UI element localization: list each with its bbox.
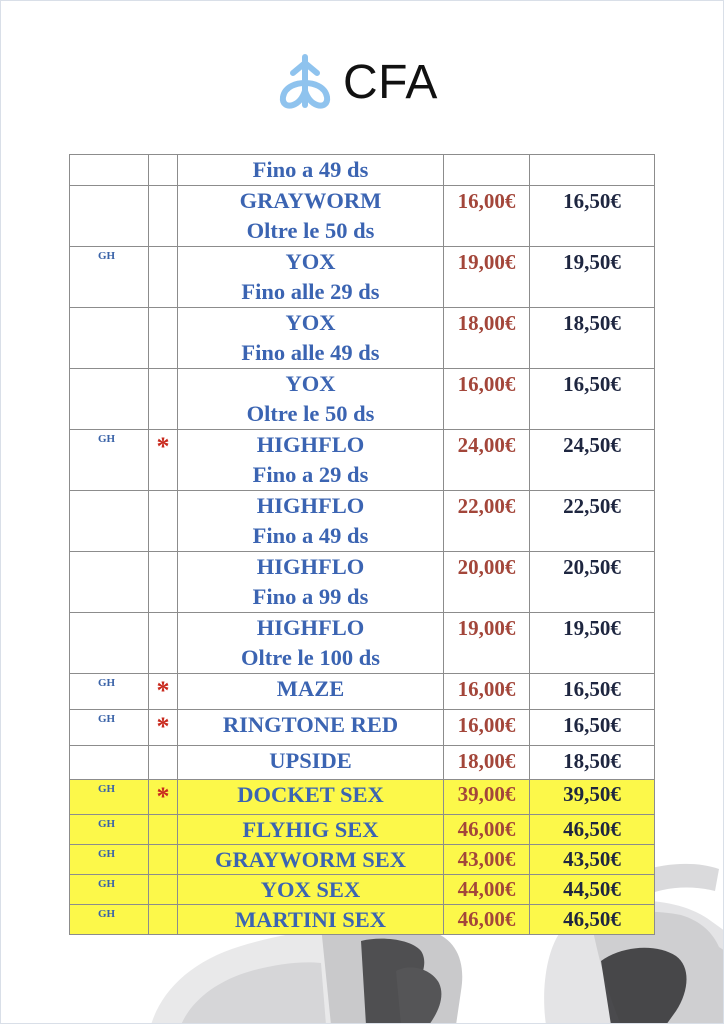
product-detail: Fino a 99 ds bbox=[252, 584, 369, 609]
gh-marker bbox=[70, 369, 149, 430]
price-cell-1: 18,00€ bbox=[444, 308, 530, 369]
star-marker: * bbox=[149, 710, 178, 746]
product-cell bbox=[178, 815, 444, 845]
price-cell-1: 16,00€ bbox=[444, 674, 530, 710]
table-row bbox=[70, 308, 655, 369]
gh-marker bbox=[70, 746, 149, 780]
product-detail: Fino a 29 ds bbox=[252, 462, 369, 487]
table-row bbox=[70, 491, 655, 552]
product-cell bbox=[178, 430, 444, 491]
price-cell-1: 19,00€ bbox=[444, 247, 530, 308]
price-table-body bbox=[70, 155, 655, 935]
price-cell-2: 39,50€ bbox=[530, 780, 655, 815]
table-row bbox=[70, 710, 655, 746]
product-name: DOCKET SEX bbox=[237, 782, 384, 807]
product-name: GRAYWORM SEX bbox=[214, 847, 407, 872]
product-detail: Fino a 49 ds bbox=[252, 523, 369, 548]
price-cell-2: 43,50€ bbox=[530, 845, 655, 875]
price-cell-2: 20,50€ bbox=[530, 552, 655, 613]
price-cell-1: 16,00€ bbox=[444, 710, 530, 746]
gh-marker: GH bbox=[70, 780, 149, 815]
price-cell-1: 19,00€ bbox=[444, 613, 530, 674]
product-name: YOX bbox=[285, 371, 336, 396]
product-cell bbox=[178, 155, 444, 186]
price-cell-2: 16,50€ bbox=[530, 186, 655, 247]
gh-marker bbox=[70, 552, 149, 613]
table-row bbox=[70, 552, 655, 613]
gh-marker: GH bbox=[70, 430, 149, 491]
product-name: UPSIDE bbox=[269, 748, 352, 773]
price-cell-1: 43,00€ bbox=[444, 845, 530, 875]
brand-logo bbox=[277, 49, 438, 115]
table-row bbox=[70, 746, 655, 780]
price-cell-2 bbox=[530, 155, 655, 186]
table-row bbox=[70, 905, 655, 935]
price-cell-1: 22,00€ bbox=[444, 491, 530, 552]
price-cell-1: 44,00€ bbox=[444, 875, 530, 905]
price-cell-2: 24,50€ bbox=[530, 430, 655, 491]
table-row bbox=[70, 674, 655, 710]
product-cell bbox=[178, 613, 444, 674]
gh-marker bbox=[70, 155, 149, 186]
product-cell bbox=[178, 875, 444, 905]
gh-marker bbox=[70, 491, 149, 552]
star-marker bbox=[149, 369, 178, 430]
product-cell bbox=[178, 710, 444, 746]
gh-marker: GH bbox=[70, 905, 149, 935]
price-cell-2: 16,50€ bbox=[530, 674, 655, 710]
product-name: HIGHFLO bbox=[256, 615, 365, 640]
gh-marker: GH bbox=[70, 875, 149, 905]
star-marker bbox=[149, 308, 178, 369]
star-marker bbox=[149, 247, 178, 308]
brand-name: CFA bbox=[343, 55, 438, 109]
product-detail: Oltre le 50 ds bbox=[246, 218, 375, 243]
gh-marker: GH bbox=[70, 674, 149, 710]
gh-marker: GH bbox=[70, 247, 149, 308]
table-row bbox=[70, 155, 655, 186]
price-cell-1: 46,00€ bbox=[444, 815, 530, 845]
star-marker bbox=[149, 746, 178, 780]
product-detail: Oltre le 100 ds bbox=[241, 645, 380, 670]
gh-marker: GH bbox=[70, 845, 149, 875]
product-name: YOX bbox=[285, 310, 336, 335]
price-cell-1 bbox=[444, 155, 530, 186]
product-cell bbox=[178, 186, 444, 247]
product-name: HIGHFLO bbox=[256, 554, 365, 579]
product-detail: Fino alle 29 ds bbox=[241, 279, 380, 304]
product-name: YOX bbox=[285, 249, 336, 274]
product-cell bbox=[178, 552, 444, 613]
price-cell-2: 18,50€ bbox=[530, 746, 655, 780]
table-row bbox=[70, 815, 655, 845]
star-marker bbox=[149, 491, 178, 552]
price-cell-1: 20,00€ bbox=[444, 552, 530, 613]
product-name: YOX SEX bbox=[260, 877, 361, 902]
star-marker bbox=[149, 552, 178, 613]
star-marker bbox=[149, 186, 178, 247]
price-cell-2: 22,50€ bbox=[530, 491, 655, 552]
product-cell bbox=[178, 905, 444, 935]
product-cell bbox=[178, 308, 444, 369]
product-name: Fino a 49 ds bbox=[252, 157, 369, 182]
star-marker: * bbox=[149, 674, 178, 710]
gh-marker: GH bbox=[70, 815, 149, 845]
price-cell-1: 46,00€ bbox=[444, 905, 530, 935]
price-cell-2: 46,50€ bbox=[530, 905, 655, 935]
price-cell-2: 19,50€ bbox=[530, 613, 655, 674]
price-cell-1: 24,00€ bbox=[444, 430, 530, 491]
table-row bbox=[70, 247, 655, 308]
price-cell-1: 16,00€ bbox=[444, 186, 530, 247]
product-cell bbox=[178, 674, 444, 710]
price-cell-2: 19,50€ bbox=[530, 247, 655, 308]
table-row bbox=[70, 845, 655, 875]
star-marker bbox=[149, 815, 178, 845]
price-cell-2: 18,50€ bbox=[530, 308, 655, 369]
price-cell-2: 16,50€ bbox=[530, 710, 655, 746]
price-table bbox=[69, 154, 655, 935]
table-row bbox=[70, 613, 655, 674]
product-name: FLYHIG SEX bbox=[242, 817, 379, 842]
gh-marker bbox=[70, 308, 149, 369]
cfa-logo-icon bbox=[277, 53, 333, 111]
price-cell-2: 16,50€ bbox=[530, 369, 655, 430]
star-marker bbox=[149, 613, 178, 674]
product-name: MARTINI SEX bbox=[234, 907, 387, 932]
product-name: GRAYWORM bbox=[239, 188, 382, 213]
product-detail: Fino alle 49 ds bbox=[241, 340, 380, 365]
price-cell-1: 18,00€ bbox=[444, 746, 530, 780]
star-marker: * bbox=[149, 780, 178, 815]
product-name: RINGTONE RED bbox=[222, 712, 399, 737]
star-marker bbox=[149, 845, 178, 875]
price-cell-2: 44,50€ bbox=[530, 875, 655, 905]
price-cell-2: 46,50€ bbox=[530, 815, 655, 845]
product-name: HIGHFLO bbox=[256, 432, 365, 457]
product-cell bbox=[178, 746, 444, 780]
product-name: MAZE bbox=[276, 676, 345, 701]
table-row bbox=[70, 875, 655, 905]
table-row bbox=[70, 369, 655, 430]
table-row bbox=[70, 430, 655, 491]
product-cell bbox=[178, 247, 444, 308]
gh-marker bbox=[70, 186, 149, 247]
product-detail: Oltre le 50 ds bbox=[246, 401, 375, 426]
product-cell bbox=[178, 780, 444, 815]
price-cell-1: 16,00€ bbox=[444, 369, 530, 430]
product-cell bbox=[178, 491, 444, 552]
gh-marker bbox=[70, 613, 149, 674]
star-marker bbox=[149, 905, 178, 935]
table-row bbox=[70, 186, 655, 247]
gh-marker: GH bbox=[70, 710, 149, 746]
price-cell-1: 39,00€ bbox=[444, 780, 530, 815]
product-cell bbox=[178, 845, 444, 875]
star-marker: * bbox=[149, 430, 178, 491]
product-name: HIGHFLO bbox=[256, 493, 365, 518]
table-row bbox=[70, 780, 655, 815]
star-marker bbox=[149, 155, 178, 186]
product-cell bbox=[178, 369, 444, 430]
star-marker bbox=[149, 875, 178, 905]
